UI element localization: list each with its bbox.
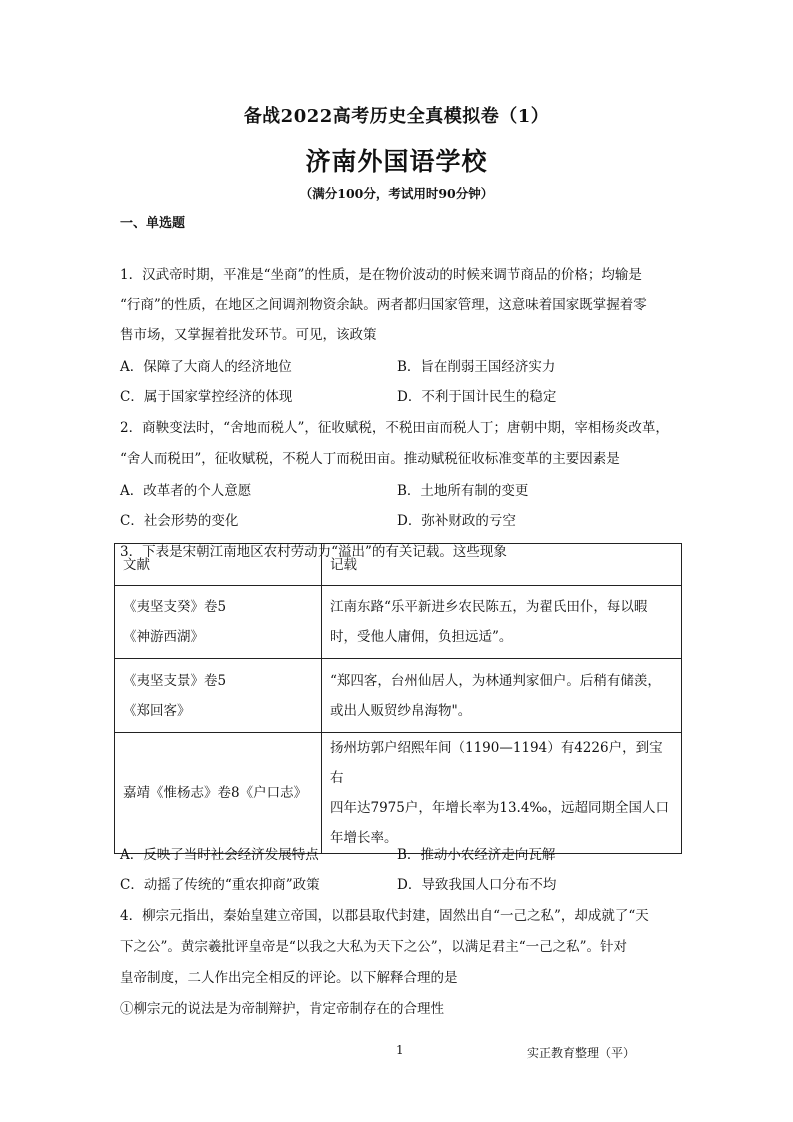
exam-title: 备战2022高考历史全真模拟卷（1） xyxy=(243,106,550,127)
cell-line: 时，受他人庸佣，负担远适”。 xyxy=(330,629,513,645)
table-cell-record xyxy=(322,733,682,854)
question-4-line: 4．柳宗元指出，秦始皇建立帝国，以郡县取代封建，固然出自“一己之私”，却成就了“天 xyxy=(120,908,649,924)
question-4-line: ①柳宗元的说法是为帝制辩护，肯定帝制存在的合理性 xyxy=(120,1001,444,1017)
exam-note: （满分100分，考试用时90分钟） xyxy=(299,186,494,201)
question-1-option-c[interactable]: C．属于国家掌控经济的体现 xyxy=(120,389,293,405)
question-2-option-b[interactable]: B．土地所有制的变更 xyxy=(397,483,529,499)
table-row xyxy=(115,586,682,659)
question-1-option-b[interactable]: B．旨在削弱王国经济实力 xyxy=(397,359,556,375)
question-3-line: 3．下表是宋朝江南地区农村劳动力“溢出”的有关记载。这些现象 xyxy=(120,544,507,560)
question-3-option-c[interactable]: C．动摇了传统的“重农抑商”政策 xyxy=(120,877,320,893)
school-name: 济南外国语学校 xyxy=(305,147,488,176)
question-4-line: 皇帝制度，二人作出完全相反的评论。以下解释合理的是 xyxy=(120,970,458,986)
question-3-option-a[interactable]: A．反映了当时社会经济发展特点 xyxy=(120,847,319,863)
cell-line: 扬州坊郭户绍熙年间（1190—1194）有4226户，到宝右 xyxy=(330,740,663,786)
cell-line: 《郑回客》 xyxy=(123,702,191,719)
cell-line: 四年达7975户，年增长率为13.4‰，远超同期全国人口 xyxy=(330,800,670,816)
footer-organization: 实正教育整理（平） xyxy=(527,1046,636,1060)
table-cell-source xyxy=(115,586,322,659)
table-header-row xyxy=(115,544,682,586)
question-4-line: 下之公”。黄宗羲批评皇帝是“以我之大私为天下之公”，以满足君主“一己之私”。针对 xyxy=(120,939,628,955)
table-header-cell: 文献 xyxy=(115,544,322,586)
question-2-option-d[interactable]: D．弥补财政的亏空 xyxy=(397,513,516,529)
cell-line: 《夷坚支景》卷5 xyxy=(123,672,227,689)
question-2-option-c[interactable]: C．社会形势的变化 xyxy=(120,513,239,529)
question-2-option-a[interactable]: A．改革者的个人意愿 xyxy=(120,483,252,499)
question-3-option-b[interactable]: B．推动小农经济走向瓦解 xyxy=(397,847,556,863)
question-3-option-d[interactable]: D．导致我国人口分布不均 xyxy=(397,877,557,893)
question-1-option-d[interactable]: D．不利于国计民生的稳定 xyxy=(397,389,557,405)
table-row xyxy=(115,733,682,854)
table-cell-source xyxy=(115,733,322,854)
table-row xyxy=(115,659,682,733)
table-cell-source xyxy=(115,659,322,733)
cell-line: “郑四客，台州仙居人，为林通判家佃户。后稍有储羡， xyxy=(330,672,661,689)
section-heading: 一、单选题 xyxy=(120,216,186,231)
page-number: 1 xyxy=(396,1043,404,1057)
cell-line: 江南东路“乐平新进乡农民陈五，为翟氏田仆，每以暇 xyxy=(330,599,648,615)
table-header-cell: 记载 xyxy=(322,544,682,586)
question-2-line: 2．商鞅变法时，“舍地而税人”，征收赋税，不税田亩而税人丁；唐朝中期，宰相杨炎改革， xyxy=(120,420,669,436)
cell-line: 年增长率。 xyxy=(330,830,398,846)
cell-line: 《夷坚支癸》卷5 xyxy=(123,599,227,615)
cell-line: 《神游西湖》 xyxy=(123,629,204,645)
question-1-line: “行商”的性质，在地区之间调剂物资余缺。两者都归国家管理，这意味着国家既掌握着零 xyxy=(120,297,647,313)
question-1-line: 售市场，又掌握着批发环节。可见，该政策 xyxy=(120,327,377,343)
question-1-line: 1．汉武帝时期，平准是“坐商”的性质，是在物价波动的时候来调节商品的价格；均输是 xyxy=(120,267,642,283)
question-2-line: “舍人而税田”，征收赋税，不税人丁而税田亩。推动赋税征收标准变革的主要因素是 xyxy=(120,451,620,467)
cell-line: 嘉靖《惟杨志》卷8《户口志》 xyxy=(123,785,308,801)
records-table xyxy=(114,543,682,854)
table-cell-record xyxy=(322,659,682,733)
cell-line: 或出人贩贸纱帛海物"。 xyxy=(330,702,472,719)
table-cell-record xyxy=(322,586,682,659)
question-1-option-a[interactable]: A．保障了大商人的经济地位 xyxy=(120,359,292,375)
